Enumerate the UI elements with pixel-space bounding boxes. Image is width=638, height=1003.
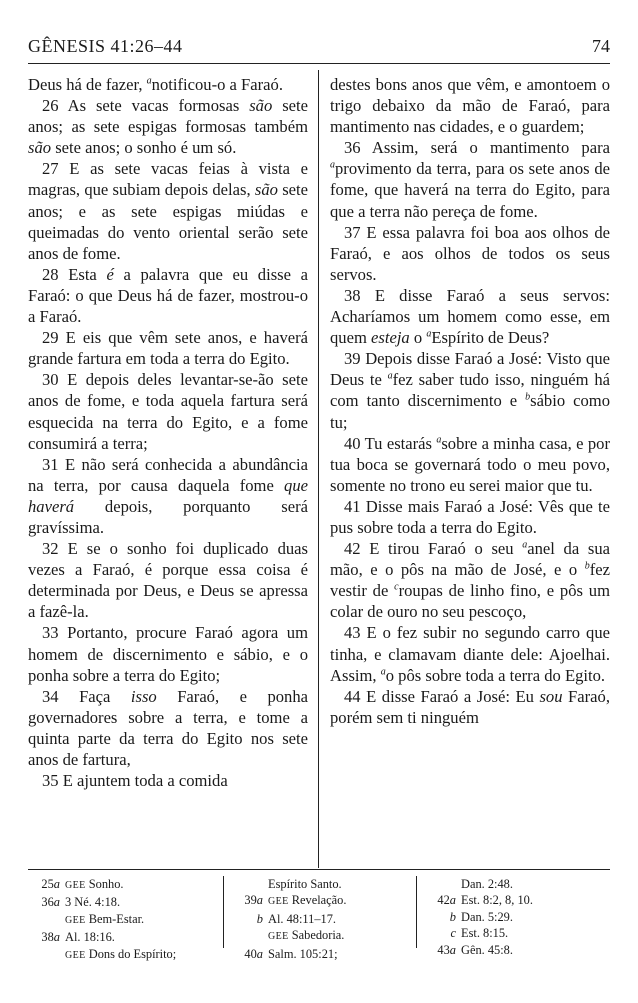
footnote-entry [231, 946, 411, 962]
verse-text: 40 Tu estarás [344, 433, 437, 453]
footnote-divider [223, 876, 224, 948]
footnote-column-3 [424, 876, 604, 958]
verse-text: sobre a minha casa, e por tua boca se governará todo o meu povo, somente no trono eu serei maior que tu. [330, 433, 610, 495]
footnote-letter: b [449, 909, 456, 924]
verse-paragraph [330, 74, 610, 137]
verse-text: 38 E disse Faraó a seus servos: Acharíamos um homem como esse, em quem [330, 285, 610, 348]
guide-abbreviation: GEE [65, 880, 86, 891]
footnote-entry [28, 911, 228, 929]
footnote-entry [424, 876, 604, 892]
footnote-marker: a [387, 370, 393, 382]
footnote-divider [416, 876, 417, 948]
footnote-entry [424, 925, 604, 941]
footnote-key [28, 929, 60, 945]
footnote-marker: b [525, 391, 531, 403]
verse-paragraph [330, 137, 610, 221]
footnote-marker: a [330, 159, 335, 171]
verse-paragraph [330, 622, 610, 685]
verse-text: 27 E as sete vacas feias à vista e magras, que subiam depois delas, [28, 159, 308, 200]
footnote-letter: b [256, 911, 263, 926]
footnote-marker: a [146, 75, 152, 87]
footnote-reference: Sabedoria. [291, 928, 345, 943]
verse-text: anel da sua mão, e o pôs na mão de José, e o [330, 539, 610, 580]
verse-paragraph [330, 348, 610, 432]
verse-paragraph [28, 158, 308, 263]
right-text-column [330, 74, 610, 728]
verse-paragraph [28, 95, 308, 158]
footnote-rule [28, 869, 610, 870]
footnote-column-1 [28, 876, 228, 964]
footnote-verse-number: 39 [244, 893, 257, 908]
footnote-reference: Dan. 5:29. [461, 909, 513, 924]
verse-text: Faraó, e ponha governadores sobre a terra, e tome a quinta parte da terra do Egito nos sete anos de fartura, [28, 686, 309, 769]
footnote-entry [231, 911, 411, 927]
verse-paragraph [330, 433, 610, 496]
footnote-verse-number: 42 [437, 893, 450, 908]
footnote-reference: 3 Né. 4:18. [65, 895, 121, 910]
footnote-reference: Dons do Espírito; [88, 946, 177, 961]
verse-paragraph [28, 622, 308, 685]
footnote-letter: a [53, 895, 60, 910]
footnote-verse-number: 43 [437, 942, 450, 957]
footnote-entry [28, 894, 228, 910]
italic-text: esteja [371, 328, 410, 348]
guide-abbreviation: GEE [65, 949, 86, 961]
footnote-letter: a [53, 930, 60, 945]
left-text-column [28, 74, 308, 791]
footnote-key [28, 876, 60, 892]
verse-text: notificou-o a Faraó. [151, 75, 283, 94]
verse-text: destes bons anos que vêm, e amontoem o trigo debaixo da mão de Faraó, para mantimento nas cidades, e o guardem; [330, 75, 610, 137]
verse-text: 28 Esta [42, 264, 107, 284]
footnote-marker: b [584, 560, 590, 572]
footnote-letter: c [450, 926, 456, 941]
verse-text: roupas de linho fino, e pôs um colar de ouro no seu pescoço, [330, 581, 610, 622]
italic-text: que haverá [28, 475, 308, 516]
footnote-entry [231, 892, 411, 910]
verse-text: 37 E essa palavra foi boa aos olhos de Faraó, e aos olhos de todos os seus servos. [330, 222, 610, 284]
footnote-letter: a [449, 942, 456, 957]
verse-paragraph [28, 369, 308, 453]
footnote-key [28, 894, 60, 910]
verse-text: 31 E não será conhecida a abundância na terra, por causa daquela fome [28, 454, 308, 495]
verse-text: 33 Portanto, procure Faraó agora um homem de discernimento e sábio, e o ponha sobre a terra do Egito; [28, 623, 308, 685]
verse-text: 26 As sete vacas formosas [42, 96, 250, 116]
verse-text: 34 Faça [42, 686, 131, 706]
footnote-reference: Espírito Santo. [268, 877, 342, 891]
footnote-reference: Gên. 45:8. [461, 942, 513, 957]
italic-text: sou [539, 686, 563, 706]
verse-paragraph [330, 222, 610, 285]
footnote-reference: Est. 8:2, 8, 10. [461, 893, 533, 908]
verse-paragraph [330, 285, 610, 348]
footnote-marker: a [380, 666, 386, 678]
footnote-key [231, 892, 263, 908]
page-header [28, 36, 610, 62]
verse-text: o [409, 328, 427, 348]
italic-text: são [254, 180, 278, 200]
verse-text: sábio como tu; [330, 391, 610, 432]
verse-paragraph [330, 538, 610, 622]
verse-text: Faraó, porém sem ti ninguém [330, 686, 610, 727]
footnote-reference: Dan. 2:48. [461, 877, 513, 891]
guide-abbreviation: GEE [268, 896, 289, 908]
verse-text: 36 Assim, será o mantimento para [344, 138, 610, 158]
verse-text: 43 E o fez subir no segundo carro que tinha, e clamavam diante dele: Ajoelhai. Assim, [330, 623, 610, 685]
footnote-entry [424, 892, 604, 908]
footnote-key [424, 909, 456, 925]
italic-text: isso [130, 686, 157, 706]
footnote-entry [424, 909, 604, 925]
footnote-key [231, 946, 263, 962]
verse-text: 29 E eis que vêm sete anos, e haverá grande fartura em toda a terra do Egito. [28, 328, 308, 369]
verse-text: Espírito de Deus? [431, 328, 550, 348]
verse-paragraph [330, 496, 610, 538]
footnote-letter: a [53, 877, 60, 891]
verse-text: o pôs sobre toda a terra do Egito. [385, 665, 606, 685]
footnote-entry [28, 929, 228, 945]
verse-paragraph [330, 686, 610, 728]
footnote-reference: Al. 48:11–17. [268, 911, 337, 926]
verse-text: 44 E disse Faraó a José: Eu [344, 686, 540, 706]
italic-text: são [249, 96, 273, 116]
verse-paragraph [28, 770, 308, 791]
footnote-entry [231, 927, 411, 945]
guide-abbreviation: GEE [268, 931, 289, 943]
footnote-marker: a [426, 328, 432, 340]
verse-paragraph [28, 538, 308, 622]
running-title: GÊNESIS 41:26–44 [28, 36, 183, 56]
footnote-reference: Revelação. [291, 893, 347, 908]
footnote-key [424, 892, 456, 908]
verse-text: Deus há de fazer, [28, 75, 147, 94]
verse-text: 32 E se o sonho foi duplicado duas vezes a Faraó, é porque essa coisa é determinada por Deus, e Deus se apressa a fazê-la. [28, 539, 308, 622]
verse-paragraph [28, 264, 308, 327]
footnote-reference: Al. 18:16. [65, 930, 115, 945]
footnote-key [424, 925, 456, 941]
verse-paragraph [28, 327, 308, 369]
footnote-letter: a [449, 893, 456, 908]
footnote-letter: a [256, 946, 263, 961]
verse-text: provimento da terra, para os sete anos de fome, que haverá na terra do Egito, para que a terra não pereça de fome. [330, 159, 610, 221]
footnote-key [424, 942, 456, 958]
footnote-verse-number: 40 [244, 946, 257, 961]
footnote-verse-number: 36 [41, 895, 54, 910]
column-divider [318, 70, 319, 868]
verse-text: 41 Disse mais Faraó a José: Vês que te pus sobre toda a terra do Egito. [330, 496, 610, 537]
footnote-key [231, 911, 263, 927]
verse-text: 35 E ajuntem toda a comida [42, 771, 228, 791]
verse-paragraph [28, 686, 308, 770]
footnote-marker: a [436, 434, 442, 446]
footnote-reference: Bem-Estar. [88, 911, 145, 926]
verse-paragraph [28, 454, 308, 538]
verse-text: a palavra que eu disse a Faraó: o que Deus há de fazer, mostrou-o a Faraó. [28, 264, 308, 327]
footnote-verse-number: 25 [41, 877, 54, 891]
page-number: 74 [592, 36, 610, 56]
verse-text: fez vestir de [330, 560, 610, 601]
guide-abbreviation: GEE [65, 914, 86, 926]
verse-text: sete anos; e as sete espigas miúdas e queimadas do vento oriental serão sete anos de fome. [28, 180, 308, 263]
footnote-entry [231, 876, 411, 892]
footnote-reference: Salm. 105:21; [268, 946, 338, 961]
italic-text: são [28, 138, 52, 158]
verse-text: sete anos; as sete espigas formosas também [28, 96, 309, 137]
verse-text: 39 Depois disse Faraó a José: Visto que Deus te [330, 349, 610, 390]
footnote-reference: Est. 8:15. [461, 926, 509, 941]
footnote-entry [28, 876, 228, 894]
footnote-reference: Sonho. [88, 877, 124, 891]
verse-text: depois, porquanto será gravíssima. [28, 496, 308, 537]
footnote-verse-number: 38 [41, 930, 54, 945]
italic-text: é [106, 264, 114, 284]
verse-text: 42 E tirou Faraó o seu [344, 539, 523, 559]
header-rule [28, 63, 610, 64]
verse-text: fez saber tudo isso, ninguém há com tanto discernimento e [330, 370, 610, 411]
footnote-letter: a [256, 893, 263, 908]
verse-text: sete anos; o sonho é um só. [51, 138, 237, 158]
footnote-entry [424, 942, 604, 958]
footnote-column-2 [231, 876, 411, 962]
footnote-entry [28, 946, 228, 964]
footnote-marker: c [394, 581, 399, 593]
footnote-marker: a [522, 539, 528, 551]
verse-text: 30 E depois deles levantar-se-ão sete anos de fome, e toda aquela fartura será esquecida na terra do Egito, e a fome consumirá a terra; [28, 370, 308, 453]
verse-paragraph [28, 74, 308, 95]
